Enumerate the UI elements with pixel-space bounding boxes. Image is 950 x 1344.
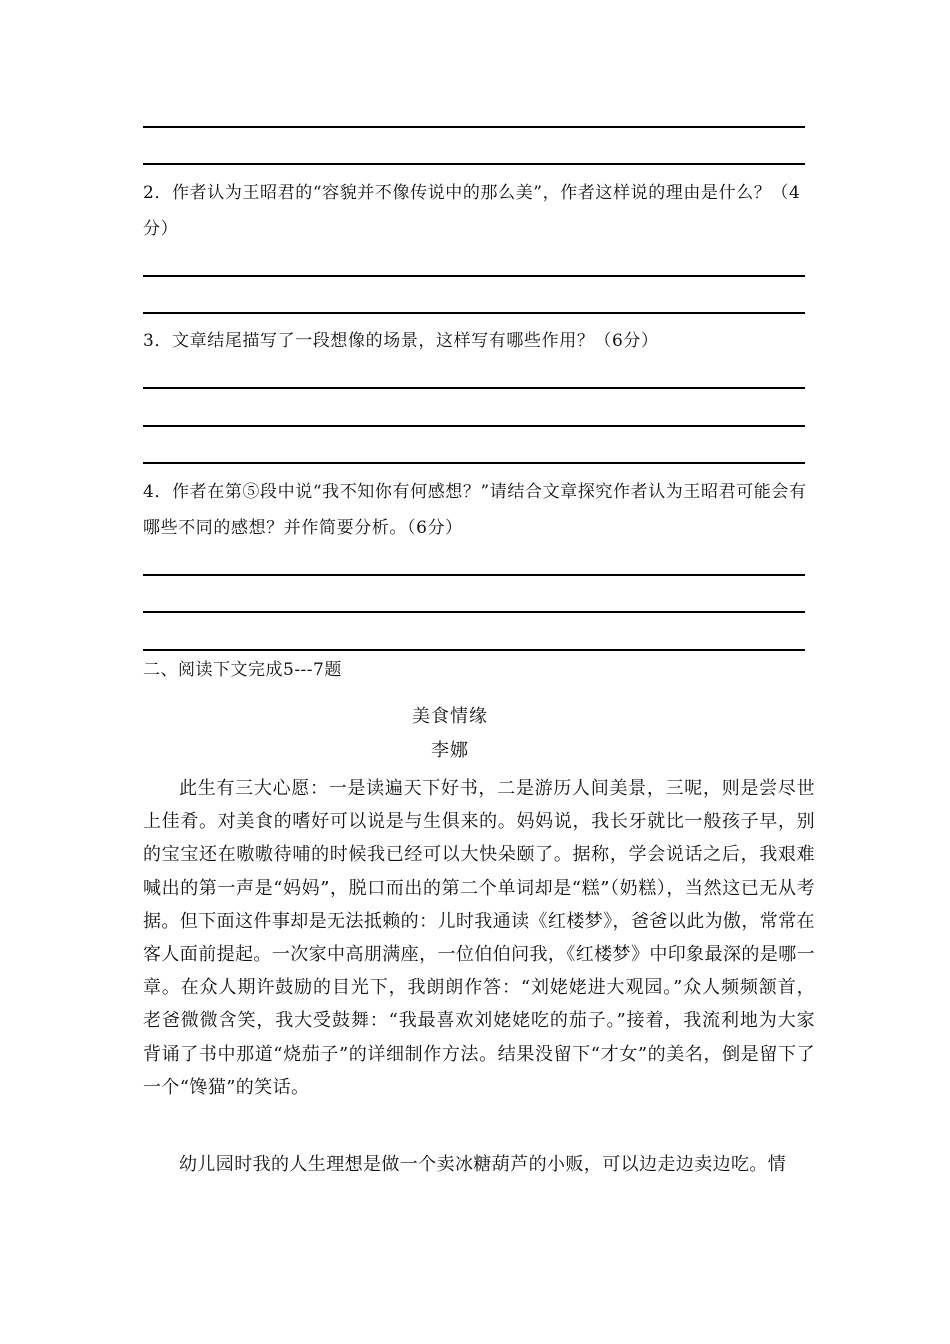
question-2: 2．作者认为王昭君的“容貌并不像传说中的那么美”，作者这样说的理由是什么？（4分） [143,183,801,239]
answer-line [143,275,805,277]
article-paragraph: 此生有三大心愿：一是读遍天下好书，二是游历人间美景，三呢，则是尝尽世上佳肴。对美食的嗜好可以说是与生俱来的。妈妈说，我长牙就比一般孩子早，别的宝宝还在嗷嗷待哺的时候我已经可以大快朵颐了。据称，学会说话之后，我艰难喊出的第一声是“妈妈”，脱口而出的第二个单词却是“糕”（奶糕），当然这已无从考据。但下面这件事却是无法抵赖的：儿时我通读《红楼梦》，爸爸以此为傲，常常在客人面前提起。一次家中高朋满座，一位伯伯问我，《红楼梦》中印象最深的是哪一章。在众人期许鼓励的目光下，我朗朗作答：“刘姥姥进大观园。”众人频频颔首，老爸微微含笑，我大受鼓舞：“我最喜欢刘姥姥吃的茄子。”接着，我流利地为大家背诵了书中那道“烧茄子”的详细制作方法。结果没留下“才女”的美名，倒是留下了一个“馋猫”的笑话。 [143,778,815,1098]
question-3: 3．文章结尾描写了一段想像的场景，这样写有哪些作用？（6分） [143,331,659,351]
article-title: 美食情缘 [412,706,488,727]
question-4: 4．作者在第⑤段中说“我不知你有何感想？”请结合文章探究作者认为王昭君可能会有哪些不同的感想？并作简要分析。（6分） [143,482,807,538]
section-heading: 二、阅读下文完成5---7题 [143,660,342,680]
answer-line [143,163,805,165]
answer-line [143,574,805,576]
answer-line [143,462,805,464]
answer-line [143,649,805,651]
article-author: 李娜 [431,740,469,761]
answer-line [143,425,805,427]
answer-line [143,611,805,613]
article-paragraph: 幼儿园时我的人生理想是做一个卖冰糖葫芦的小贩，可以边走边卖边吃。情 [179,1154,787,1175]
answer-line [143,387,805,389]
answer-line [143,312,805,314]
answer-line [143,126,805,128]
